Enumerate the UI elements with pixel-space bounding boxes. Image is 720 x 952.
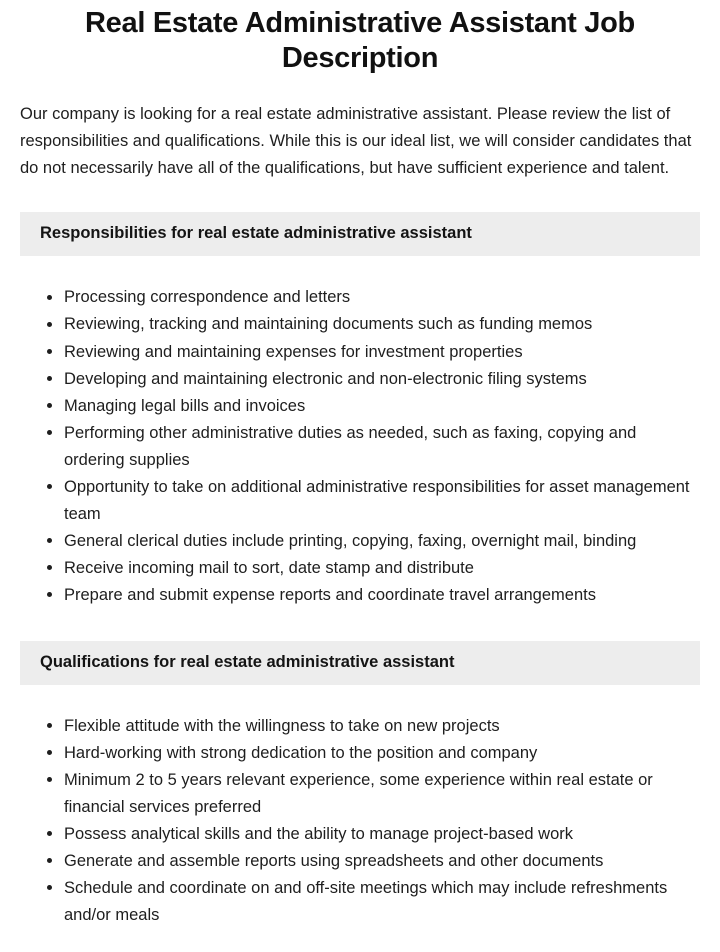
list-item: Performing other administrative duties as needed, such as faxing, copying and ordering supplies bbox=[64, 420, 700, 474]
list-item: Generate and assemble reports using spreadsheets and other documents bbox=[64, 848, 700, 875]
list-item: Schedule and coordinate on and off-site meetings which may include refreshments and/or meals bbox=[64, 875, 700, 929]
list-item: Flexible attitude with the willingness to take on new projects bbox=[64, 713, 700, 740]
list-item: Prepare and submit expense reports and coordinate travel arrangements bbox=[64, 582, 700, 609]
page-title: Real Estate Administrative Assistant Job Description bbox=[85, 7, 635, 75]
list-item: Reviewing, tracking and maintaining documents such as funding memos bbox=[64, 311, 700, 338]
qualifications-list bbox=[20, 713, 700, 929]
list-item: Processing correspondence and letters bbox=[64, 284, 700, 311]
list-item: Hard-working with strong dedication to the position and company bbox=[64, 740, 700, 767]
responsibilities-list bbox=[20, 284, 700, 609]
qualifications-section-header: Qualifications for real estate administrative assistant bbox=[20, 641, 700, 685]
list-item: Minimum 2 to 5 years relevant experience, some experience within real estate or financial services preferred bbox=[64, 767, 700, 821]
list-item: Opportunity to take on additional administrative responsibilities for asset management team bbox=[64, 474, 700, 528]
list-item: Possess analytical skills and the ability to manage project-based work bbox=[64, 821, 700, 848]
list-item: Receive incoming mail to sort, date stamp and distribute bbox=[64, 555, 700, 582]
list-item: General clerical duties include printing, copying, faxing, overnight mail, binding bbox=[64, 528, 700, 555]
list-item: Developing and maintaining electronic and non-electronic filing systems bbox=[64, 366, 700, 393]
responsibilities-section-header: Responsibilities for real estate administrative assistant bbox=[20, 212, 700, 256]
list-item: Reviewing and maintaining expenses for investment properties bbox=[64, 339, 700, 366]
intro-paragraph: Our company is looking for a real estate administrative assistant. Please review the list of responsibilities and qualifications. While this is our ideal list, we will consider candidates that do not necessarily have all of the qualifications, but have sufficient experience and talent. bbox=[20, 104, 692, 178]
list-item: Managing legal bills and invoices bbox=[64, 393, 700, 420]
